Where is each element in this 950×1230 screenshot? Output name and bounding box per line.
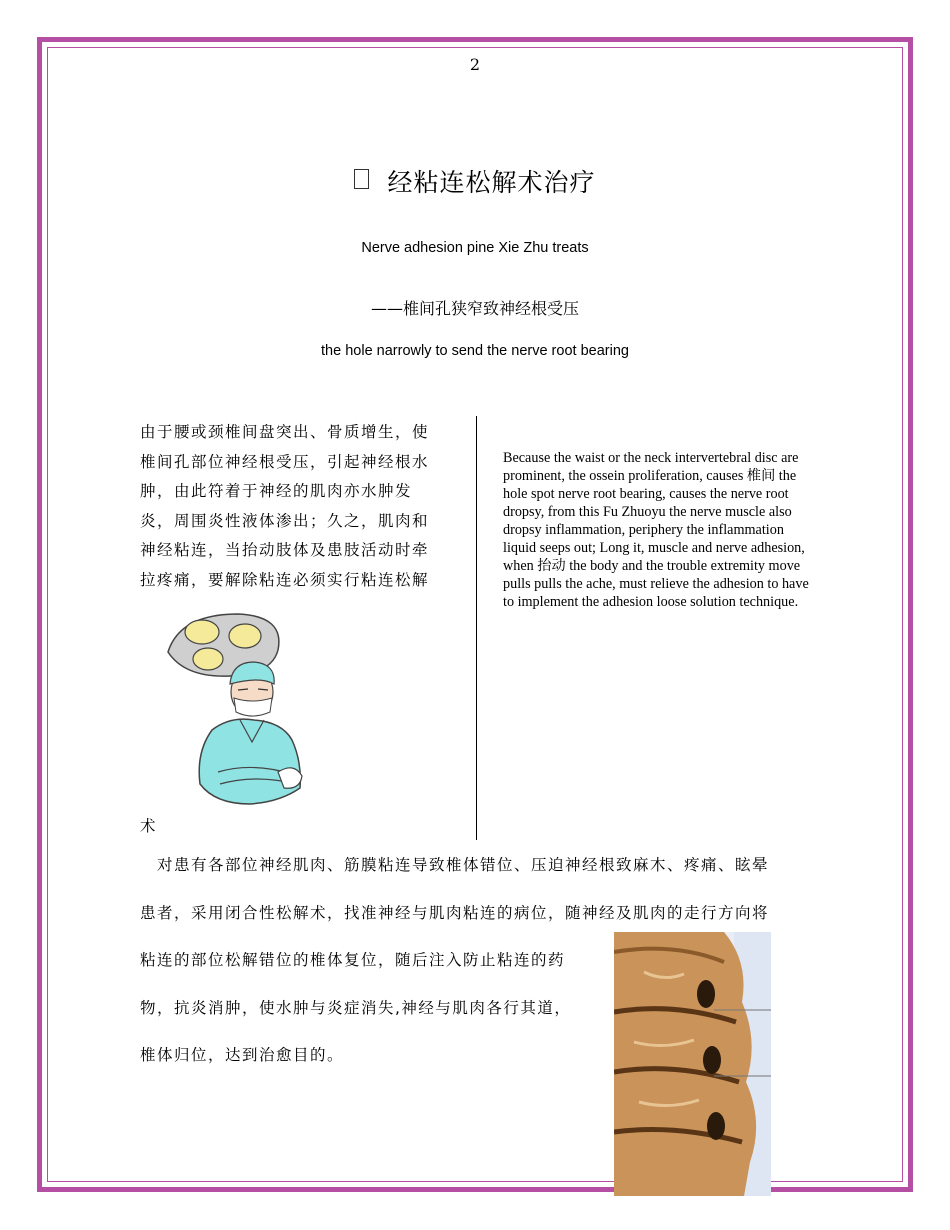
- body-line: 物，抗炎消肿，使水肿与炎症消失,神经与肌肉各行其道，: [140, 998, 572, 1017]
- column-divider: [476, 416, 477, 840]
- page-title: [0, 163, 950, 199]
- left-column-text: [140, 418, 450, 595]
- title-text: 经粘连松解术治疗: [387, 168, 596, 197]
- left-line: 肿，由此符着于神经的肌肉亦水肿发: [140, 482, 413, 500]
- left-line: 炎，周围炎性液体渗出；久之，肌肉和: [140, 511, 430, 530]
- body-line: 粘连的部位松解错位的椎体复位，随后注入防止粘连的药: [140, 951, 566, 969]
- spine-photo-icon: [614, 932, 771, 1196]
- body-line: 患者，采用闭合性松解术，找准神经与肌肉粘连的病位，随神经及肌肉的走行方向将: [140, 903, 770, 922]
- surgeon-icon: [160, 612, 305, 817]
- subtitle-english: Nerve adhesion pine Xie Zhu treats: [361, 240, 589, 256]
- page-number: 2: [469, 55, 481, 74]
- left-line: 椎间孔部位神经根受压，引起神经根水: [140, 452, 430, 471]
- right-column-text: Because the waist or the neck intervertebral disc are prominent, the ossein proliferation, causes 椎间 the hole spot nerve root bearing, causes the nerve root dropsy, from this Fu Zhuoyu the nerve muscle also dropsy inflammation, periphery the inflammation liquid seeps out; Long it, muscle and nerve adhesion, when 抬动 the body and the trouble extremity move pulls pulls the ache, must relieve the adhesion to have to implement the adhesion loose solution technique.: [503, 450, 809, 610]
- subtitle-english-2: the hole narrowly to send the nerve root bearing: [321, 343, 629, 359]
- left-line: 由于腰或颈椎间盘突出、骨质增生，使: [140, 423, 430, 441]
- subtitle-chinese: ——椎间孔狭窄致神经根受压: [370, 299, 579, 318]
- body-line: 椎体归位，达到治愈目的。: [140, 1046, 345, 1064]
- left-column-tail: 术: [140, 817, 156, 835]
- body-line: 对患有各部位神经肌肉、筋膜粘连导致椎体错位、压迫神经根致麻木、疼痛、眩晕: [140, 856, 770, 874]
- missing-glyph-icon: [354, 169, 369, 189]
- left-line: 神经粘连，当抬动肢体及患肢活动时牵: [140, 541, 430, 559]
- left-line: 拉疼痛，要解除粘连必须实行粘连松解: [140, 570, 430, 589]
